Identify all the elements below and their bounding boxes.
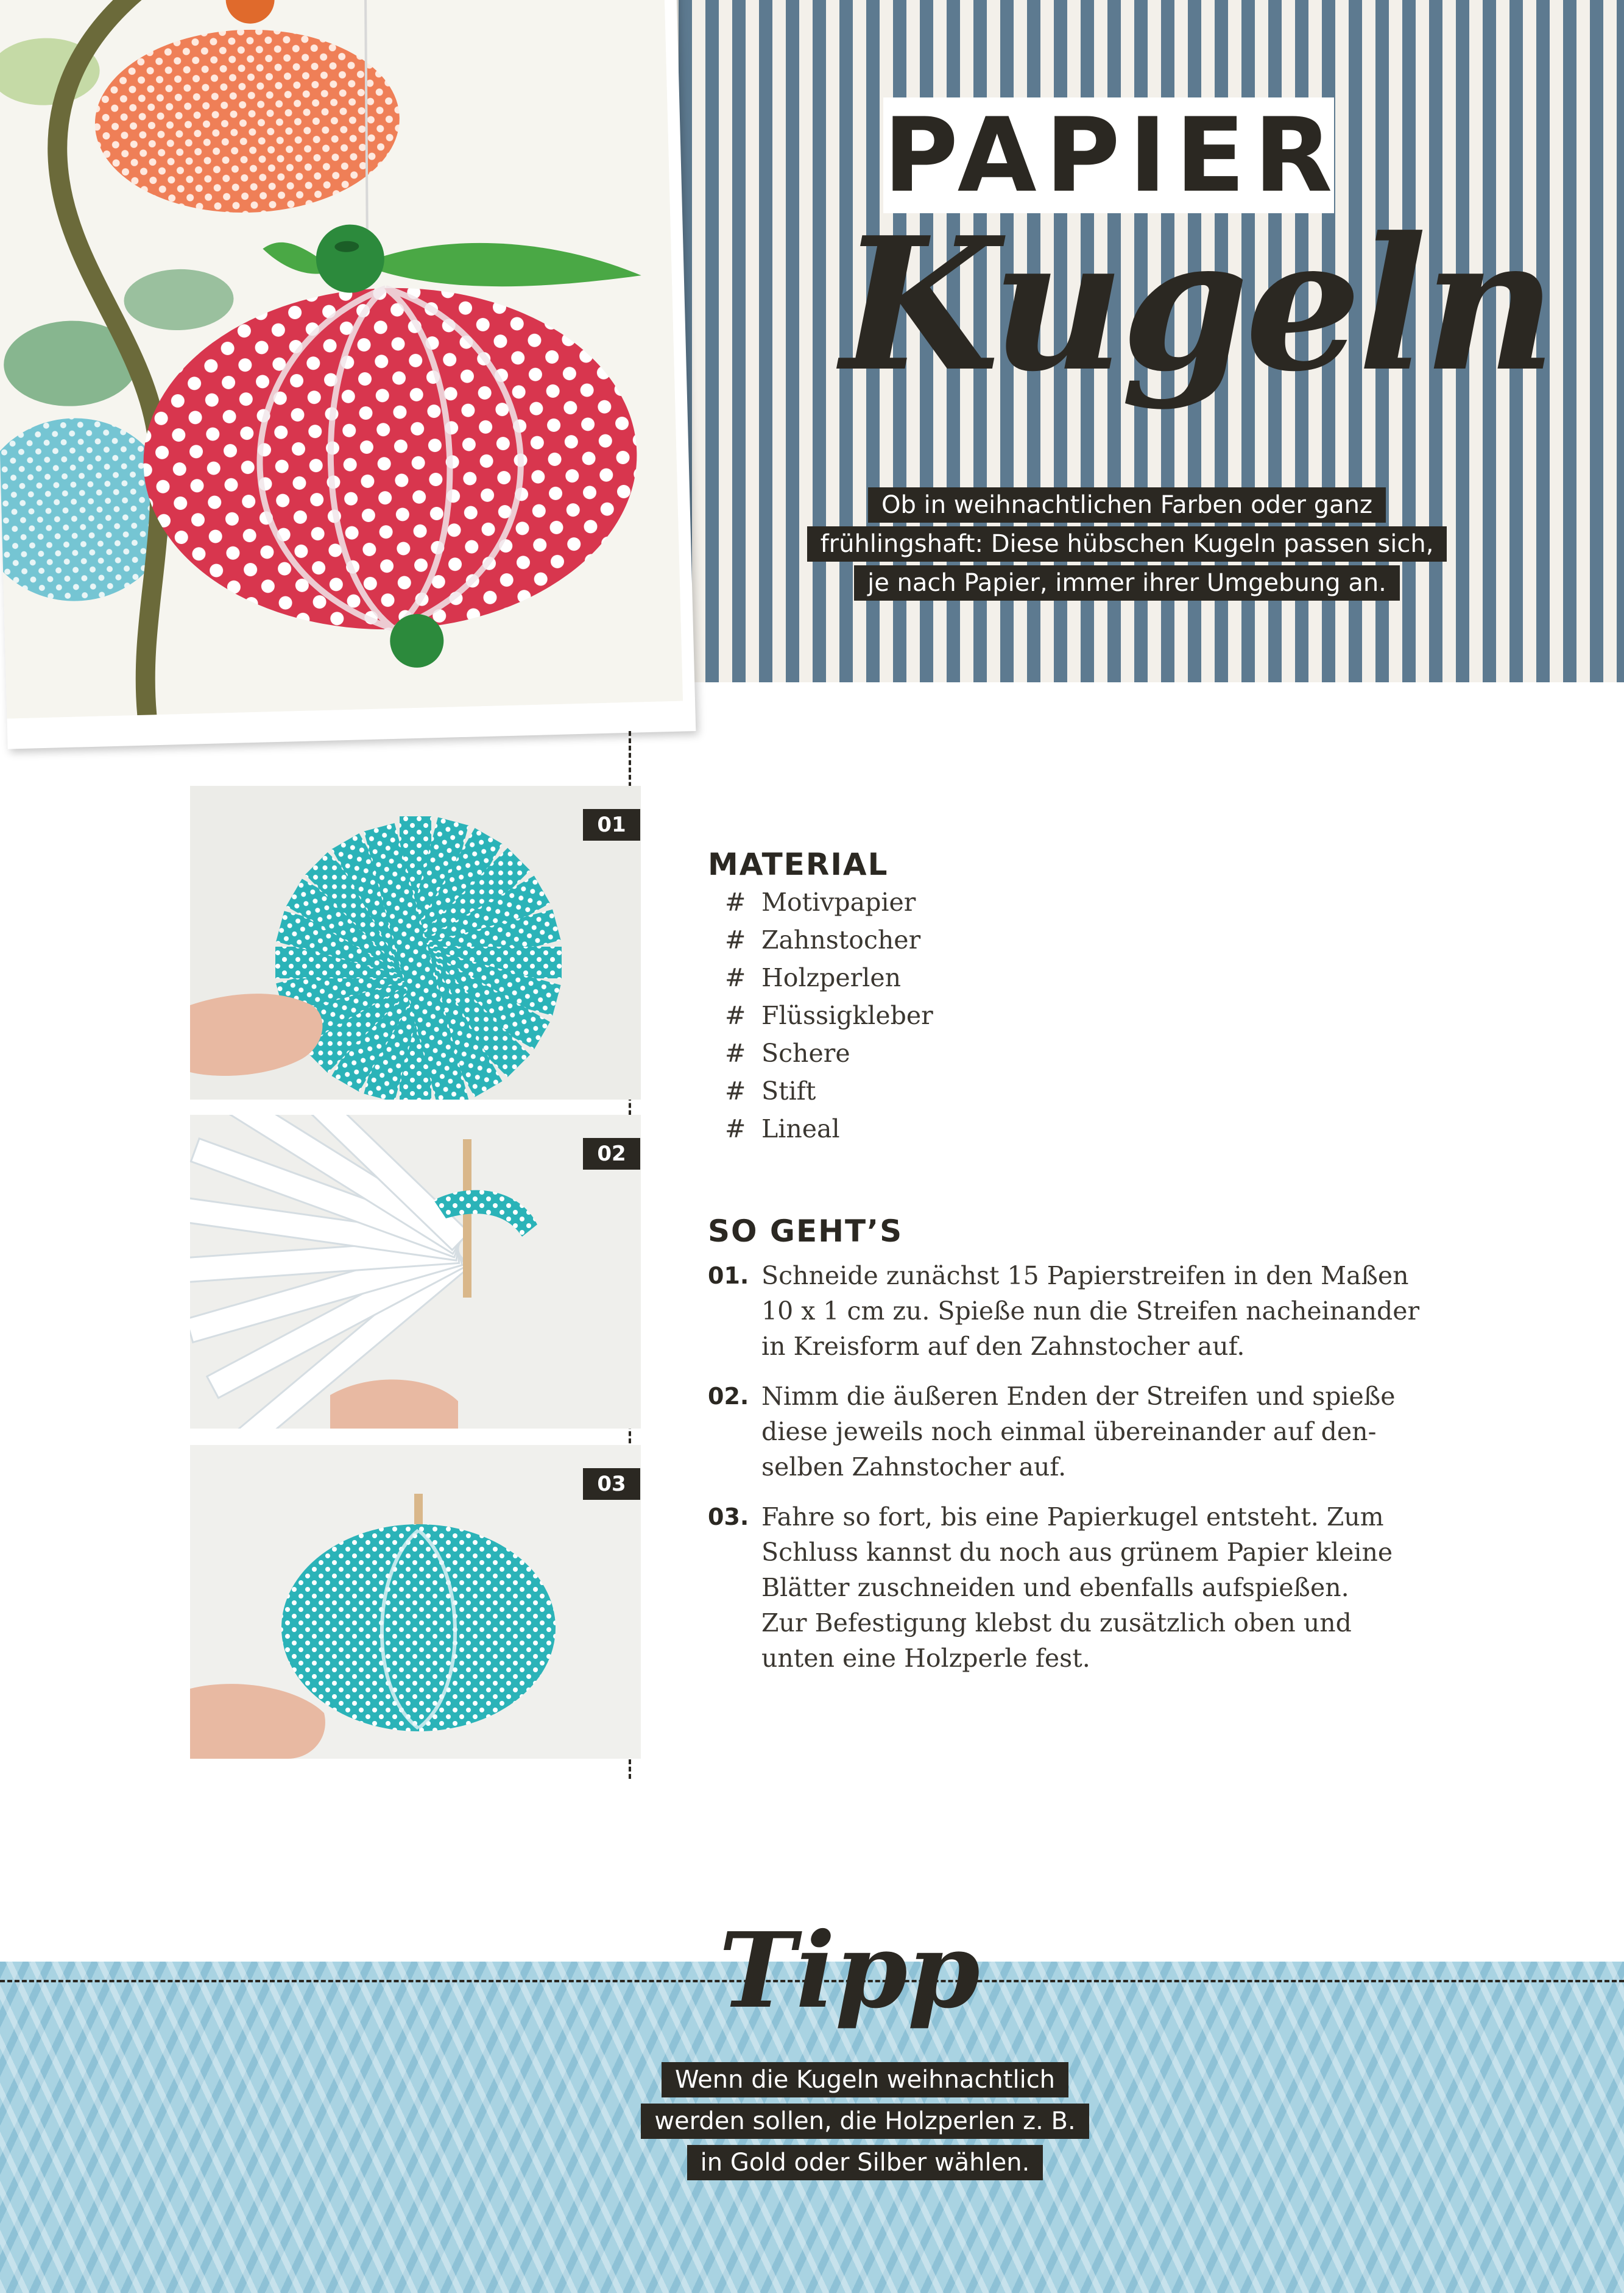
step-line: Fahre so fort, bis eine Papierkugel entsteht. Zum [761, 1502, 1384, 1532]
material-list [725, 883, 933, 1148]
step-line: selben Zahnstocher auf. [761, 1452, 1067, 1482]
step-number: 01. [708, 1262, 749, 1289]
hero-photo-frame [0, 0, 696, 749]
step-line: diese jeweils noch einmal übereinander auf den- [761, 1417, 1377, 1446]
step-line: Zur Befestigung klebst du zusätzlich oben und [761, 1608, 1352, 1638]
material-heading: MATERIAL [708, 847, 889, 882]
tip-line: in Gold oder Silber wählen. [687, 2145, 1043, 2180]
intro-text [761, 487, 1492, 604]
step-line: Blätter zuschneiden und ebenfalls aufspießen. [761, 1573, 1349, 1602]
material-item: Motivpapier [761, 888, 916, 917]
step-line: Schneide zunächst 15 Papierstreifen in den Maßen [761, 1261, 1409, 1290]
tip-title: Tipp [719, 1910, 980, 2032]
step-line: Schluss kannst du noch aus grünem Papier kleine [761, 1538, 1393, 1567]
tip-line: werden sollen, die Holzperlen z. B. [641, 2104, 1089, 2139]
step-badge-02: 02 [583, 1138, 640, 1170]
step-badge-03: 03 [583, 1468, 640, 1500]
material-item: Schere [761, 1039, 850, 1068]
intro-line: frühlingshaft: Diese hübschen Kugeln passen sich, [807, 526, 1447, 562]
material-item: Lineal [761, 1114, 840, 1143]
hash-bullet: # [725, 1001, 746, 1030]
step-line: unten eine Holzperle fest. [761, 1644, 1090, 1673]
list-item [725, 1034, 933, 1072]
list-item [725, 997, 933, 1034]
material-item: Stift [761, 1076, 816, 1106]
step-line: 10 x 1 cm zu. Spieße nun die Streifen nacheinander [761, 1296, 1420, 1326]
page-title-papier: PAPIER [883, 96, 1341, 215]
step-number: 03. [708, 1503, 749, 1530]
hash-bullet: # [725, 888, 746, 917]
step-line: in Kreisform auf den Zahnstocher auf. [761, 1332, 1245, 1361]
list-item [725, 1072, 933, 1110]
intro-line: je nach Papier, immer ihrer Umgebung an. [854, 565, 1400, 601]
step-photo-3 [190, 1445, 641, 1759]
intro-line: Ob in weihnachtlichen Farben oder ganz [868, 487, 1386, 523]
instructions-heading: SO GEHT’S [708, 1214, 903, 1249]
step-badge-01: 01 [583, 809, 640, 841]
step-number: 02. [708, 1383, 749, 1410]
list-item [725, 921, 933, 959]
hash-bullet: # [725, 1114, 746, 1143]
page-title-kugeln: Kugeln [841, 197, 1553, 412]
step-photo-2 [190, 1115, 641, 1429]
hash-bullet: # [725, 1076, 746, 1106]
material-item: Holzperlen [761, 963, 902, 992]
hero-photo [0, 0, 683, 719]
instruction-step [708, 1379, 1488, 1485]
instruction-step [708, 1258, 1488, 1364]
list-item [725, 1110, 933, 1148]
material-item: Flüssigkleber [761, 1001, 933, 1030]
list-item [725, 883, 933, 921]
step-photo-1 [190, 786, 641, 1100]
instruction-step [708, 1499, 1488, 1676]
step-line: Nimm die äußeren Enden der Streifen und spieße [761, 1382, 1396, 1411]
hash-bullet: # [725, 925, 746, 955]
tip-text [609, 2062, 1121, 2186]
hash-bullet: # [725, 1039, 746, 1068]
material-item: Zahnstocher [761, 925, 921, 955]
instructions-list [708, 1258, 1488, 1691]
list-item [725, 959, 933, 997]
tip-line: Wenn die Kugeln weihnachtlich [662, 2062, 1068, 2097]
hash-bullet: # [725, 963, 746, 992]
